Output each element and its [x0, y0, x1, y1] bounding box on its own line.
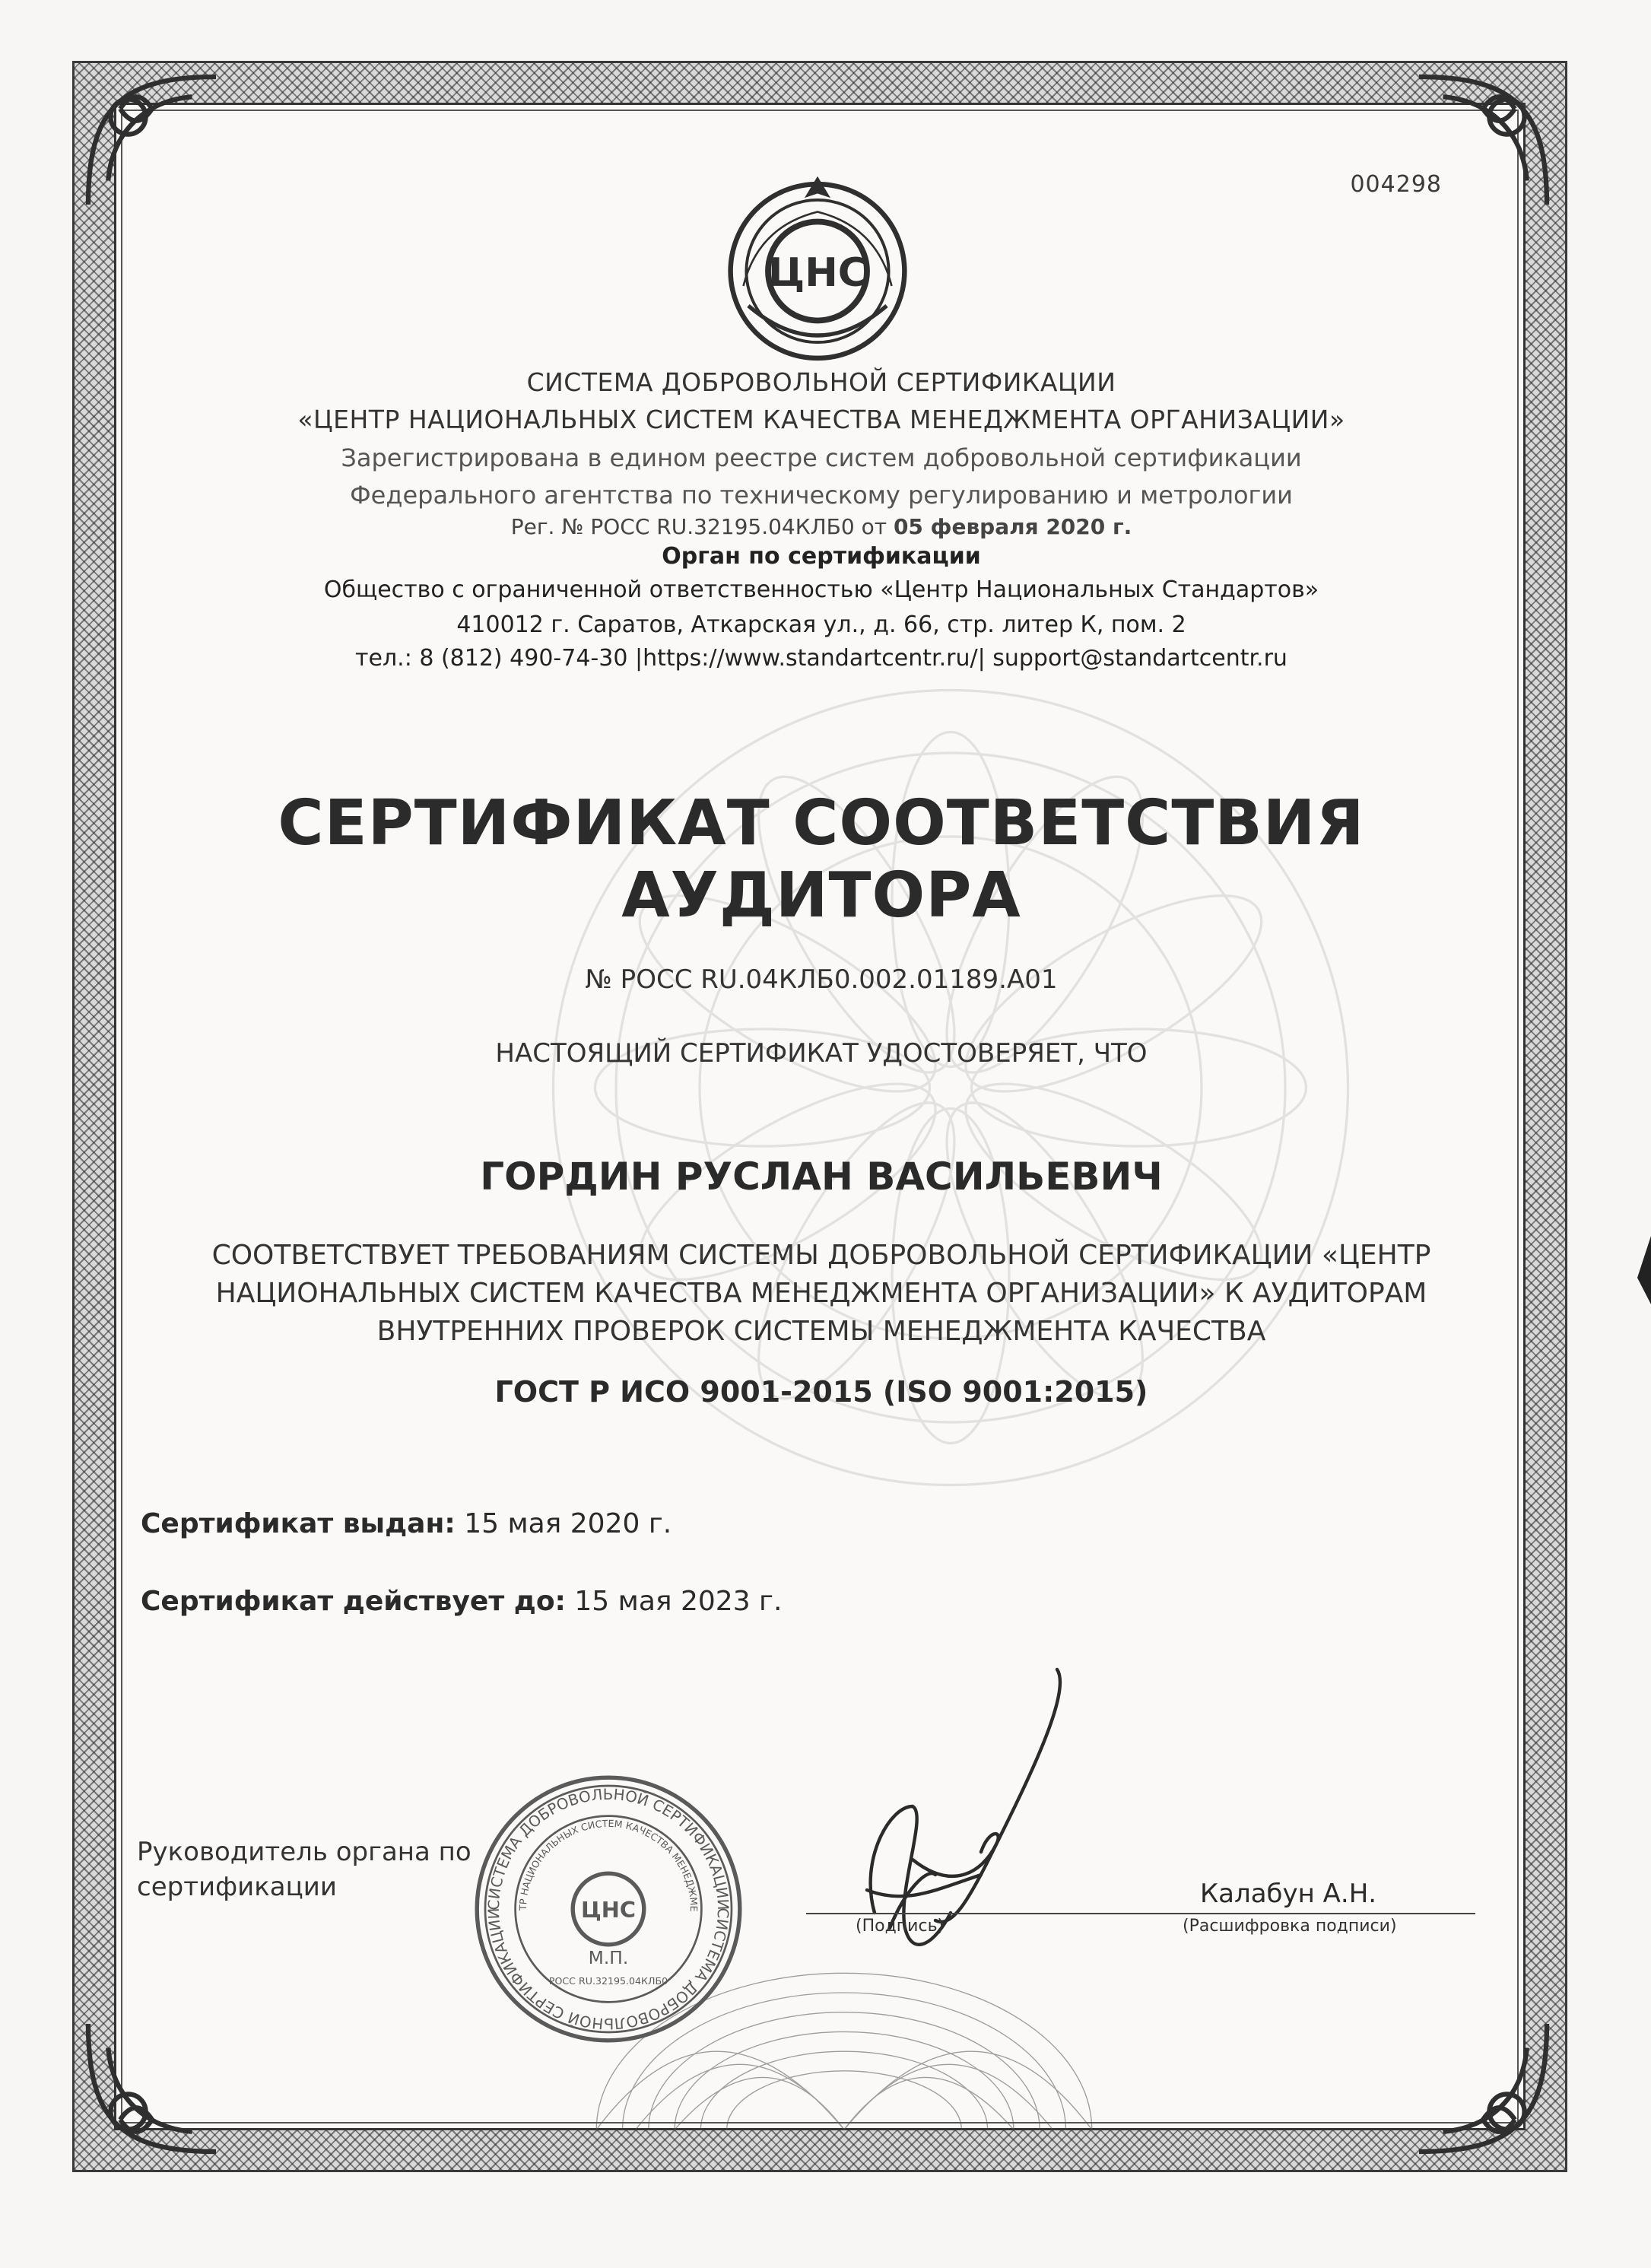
valid-until-label: Сертификат действует до: [141, 1586, 566, 1617]
registration-prefix: Рег. № РОСС RU.32195.04КЛБ0 от [510, 514, 887, 539]
stamp-registration: РОСС RU.32195.04КЛБ0 [548, 1975, 668, 1987]
system-name-line-1: СИСТЕМА ДОБРОВОЛЬНОЙ СЕРТИФИКАЦИИ [526, 367, 1116, 397]
auditor-name: ГОРДИН РУСЛАН ВАСИЛЬЕВИЧ [480, 1155, 1163, 1199]
emblem-letters: ЦНС [768, 250, 867, 296]
certification-body-name: Общество с ограниченной ответственностью «Центр Национальных Стандартов» [323, 577, 1319, 603]
stamp-mp: М.П. [588, 1947, 629, 1968]
certification-body-title: Орган по сертификации [662, 543, 981, 570]
registry-line-1: Зарегистрирована в едином реестре систем добровольной сертификации [341, 443, 1302, 472]
requirements-line-2: НАЦИОНАЛЬНЫХ СИСТЕМ КАЧЕСТВА МЕНЕДЖМЕНТА ОРГАНИЗАЦИИ» К АУДИТОРАМ [215, 1278, 1427, 1309]
stamp-ring-bottom-text: СИСТЕМА ДОБРОВОЛЬНОЙ СЕРТИФИКАЦИИ [484, 1907, 732, 2033]
certifies-statement: НАСТОЯЩИЙ СЕРТИФИКАТ УДОСТОВЕРЯЕТ, ЧТО [495, 1038, 1148, 1069]
stamp-letters: ЦНС [581, 1896, 636, 1923]
requirements-line-1: СООТВЕТСТВУЕТ ТРЕБОВАНИЯМ СИСТЕМЫ ДОБРОВОЛЬНОЙ СЕРТИФИКАЦИИ «ЦЕНТР [211, 1240, 1431, 1271]
name-caption: (Расшифровка подписи) [1183, 1917, 1397, 1936]
issue-date-value: 15 мая 2020 г. [464, 1508, 672, 1539]
signature-caption: (Подпись) [856, 1917, 945, 1936]
registration-date: 05 февраля 2020 г. [893, 514, 1132, 539]
corner-ornament-bottom-right [1403, 2008, 1563, 2168]
registry-line-2: Федерального агентства по техническому регулированию и метрологии [350, 481, 1293, 510]
certification-body-contacts: тел.: 8 (812) 490-74-30 |https://www.standartcentr.ru/| support@standartcentr.ru [355, 645, 1287, 672]
head-of-body-label: Руководитель органа по сертификации [137, 1837, 471, 1902]
stamp-inner-text: ТР НАЦИОНАЛЬНЫХ СИСТЕМ КАЧЕСТВА МЕНЕДЖМЕ [516, 1817, 700, 1912]
valid-until-row [141, 1586, 782, 1617]
edge-clip-mark [1634, 1236, 1651, 1304]
requirements-line-3: ВНУТРЕННИХ ПРОВЕРОК СИСТЕМЫ МЕНЕДЖМЕНТА КАЧЕСТВА [376, 1316, 1266, 1347]
official-stamp [471, 1772, 745, 2046]
certification-body-address: 410012 г. Саратов, Аткарская ул., д. 66, стр. литер К, пом. 2 [456, 611, 1186, 638]
system-emblem [719, 167, 916, 365]
valid-until-value: 15 мая 2023 г. [574, 1586, 783, 1617]
signatory-name: Калабун А.Н. [1200, 1879, 1377, 1909]
stamp-ring-top-text: СИСТЕМА ДОБРОВОЛЬНОЙ СЕРТИФИКАЦИИ [484, 1785, 732, 1911]
signature-line [806, 1913, 1095, 1914]
serial-number: 004298 [1350, 171, 1442, 198]
standard-reference: ГОСТ Р ИСО 9001-2015 (ISO 9001:2015) [494, 1375, 1148, 1409]
system-name-line-2: «ЦЕНТР НАЦИОНАЛЬНЫХ СИСТЕМ КАЧЕСТВА МЕНЕДЖМЕНТА ОРГАНИЗАЦИИ» [297, 405, 1345, 434]
corner-ornament-top-left [72, 61, 232, 221]
certificate-title-line-2: АУДИТОРА [621, 859, 1021, 932]
certificate-number: № РОСС RU.04КЛБ0.002.01189.А01 [585, 964, 1058, 995]
name-line [1095, 1913, 1475, 1914]
issue-date-row [141, 1508, 672, 1539]
corner-ornament-bottom-left [72, 2008, 232, 2168]
issue-date-label: Сертификат выдан: [141, 1508, 456, 1539]
registration-number [175, 514, 1468, 539]
certificate-title-line-1: СЕРТИФИКАТ СООТВЕТСТВИЯ [278, 787, 1365, 859]
